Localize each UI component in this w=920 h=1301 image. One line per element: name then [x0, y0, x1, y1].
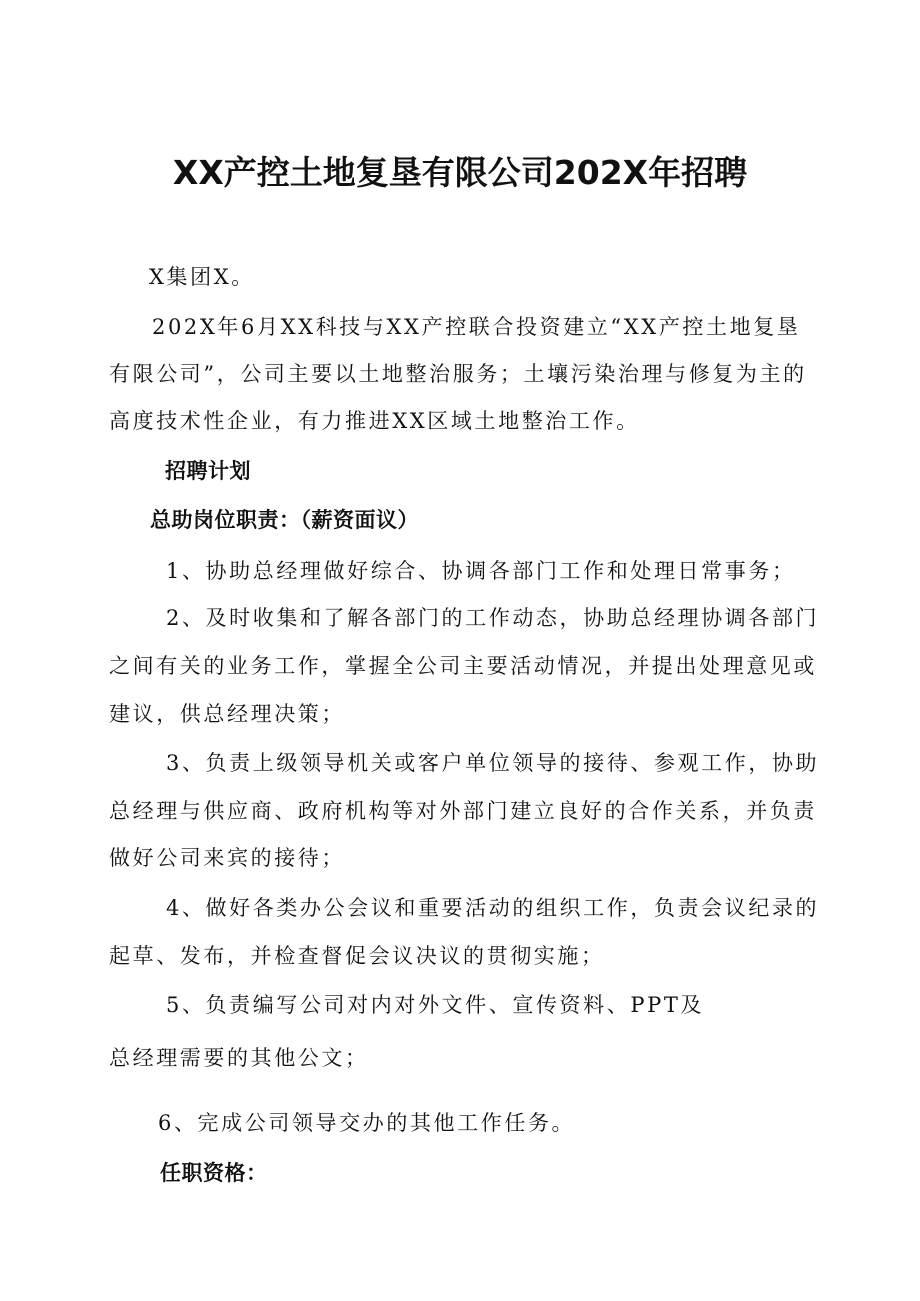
- duty-item: 2、及时收集和了解各部门的工作动态，协助总经理协调各部门: [166, 606, 820, 630]
- duty-item: 4、做好各类办公会议和重要活动的组织工作，负责会议纪录的: [166, 896, 820, 920]
- intro-line: X集团X。: [149, 265, 255, 289]
- paragraph-line: 高度技术性企业，有力推进XX区域土地整治工作。: [109, 409, 640, 433]
- duty-item-continued: 建议，供总经理决策；: [109, 702, 345, 726]
- duty-item-continued: 做好公司来宾的接待；: [109, 846, 345, 870]
- duty-item-continued: 之间有关的业务工作，掌握全公司主要活动情况，并提出处理意见或: [109, 654, 817, 678]
- document-title: XX产控土地复垦有限公司202X年招聘: [172, 153, 748, 192]
- paragraph-line: 有限公司”，公司主要以土地整治服务；土壤污染治理与修复为主的: [109, 362, 807, 386]
- duty-item-continued: 起草、发布，并检查督促会议决议的贯彻实施；: [109, 944, 605, 968]
- duty-item: 5、负责编写公司对内对外文件、宣传资料、PPT及: [166, 993, 705, 1017]
- duty-item: 1、协助总经理做好综合、协调各部门工作和处理日常事务；: [166, 559, 796, 583]
- duty-item: 6、完成公司领导交办的其他工作任务。: [158, 1111, 576, 1135]
- qualifications-heading: 任职资格：: [160, 1161, 268, 1185]
- paragraph-line: 202X年6月XX科技与XX产控联合投资建立“XX产控土地复垦: [152, 315, 801, 339]
- position-heading: 总助岗位职责：（薪资面议）: [150, 508, 419, 532]
- section-heading-recruitment-plan: 招聘计划: [165, 459, 251, 483]
- duty-item-continued: 总经理需要的其他公文；: [109, 1046, 369, 1070]
- duty-item: 3、负责上级领导机关或客户单位领导的接待、参观工作，协助: [166, 751, 820, 775]
- duty-item-continued: 总经理与供应商、政府机构等对外部门建立良好的合作关系，并负责: [109, 799, 817, 823]
